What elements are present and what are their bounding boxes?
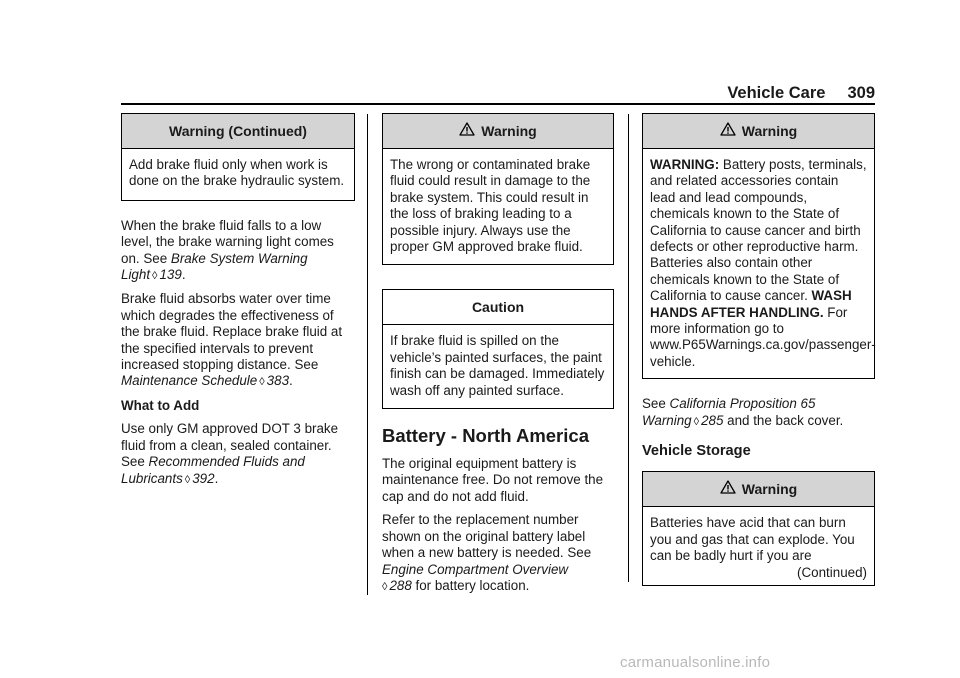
prop65-warning-box bbox=[642, 113, 875, 379]
xref-link[interactable]: Brake System Warning Light bbox=[121, 250, 308, 283]
watermark-text: carmanualsonline.info bbox=[620, 654, 771, 671]
xref-icon: ◊ bbox=[693, 415, 700, 428]
xref-icon: ◊ bbox=[184, 473, 191, 486]
continued-label: (Continued) bbox=[797, 565, 867, 581]
column-divider-2 bbox=[628, 114, 629, 582]
page-header bbox=[121, 84, 875, 103]
box-title: Warning bbox=[481, 122, 537, 139]
warning-continued-box bbox=[121, 113, 355, 201]
box-header bbox=[643, 114, 874, 149]
box-title: Warning (Continued) bbox=[122, 114, 354, 149]
warning-icon bbox=[720, 480, 736, 494]
column-2 bbox=[382, 113, 614, 602]
battery-acid-warning-box bbox=[642, 471, 875, 586]
box-title: Warning bbox=[741, 480, 798, 497]
xref-link[interactable]: Recommended Fluids and Lubricants bbox=[121, 454, 305, 486]
paragraph: See California Proposition 65 Warning ◊ 285 and the back cover. bbox=[642, 396, 844, 428]
box-body: The wrong or contaminated brake fluid could result in damage to the brake system. This could result in the loss of braking leading to a possible injury. Always use the proper GM approved brake fluid. bbox=[390, 157, 591, 255]
xref-link[interactable]: Maintenance Schedule bbox=[121, 373, 258, 389]
xref-icon: ◊ bbox=[382, 580, 388, 593]
paragraph: Refer to the replacement number shown on the original battery label when a new battery is needed. See Engine Compartment Overview ◊ 288 for battery location. bbox=[382, 512, 592, 593]
box-title: Warning bbox=[741, 122, 798, 139]
caution-box bbox=[382, 289, 614, 409]
section-heading-vehicle-storage: Vehicle Storage bbox=[642, 443, 751, 460]
header-rule bbox=[121, 103, 875, 105]
box-header bbox=[383, 114, 613, 149]
xref-icon: ◊ bbox=[152, 270, 158, 283]
box-body: Batteries have acid that can burn you and gas that can explode. You can be badly hurt if you are (Continued) bbox=[650, 515, 867, 581]
xref-link[interactable]: Engine Compartment Overview bbox=[382, 561, 569, 577]
column-1 bbox=[121, 113, 355, 495]
box-body: If brake fluid is spilled on the vehicle’s painted surfaces, the paint finish can be damaged. Immediately wash off any painted surface. bbox=[390, 333, 605, 398]
box-header bbox=[643, 472, 874, 507]
box-body: Add brake fluid only when work is done on the brake hydraulic system. bbox=[129, 157, 345, 189]
warning-icon bbox=[459, 122, 475, 136]
paragraph: When the brake fluid falls to a low level, the brake warning light comes on. See Brake System Warning Light ◊ 139. bbox=[121, 217, 334, 283]
column-divider-1 bbox=[367, 114, 368, 595]
box-title: Caution bbox=[383, 290, 613, 325]
section-title: Vehicle Care bbox=[727, 84, 826, 102]
paragraph: The original equipment battery is maintenance free. Do not remove the cap and do not add fluid. bbox=[382, 456, 604, 504]
paragraph: Use only GM approved DOT 3 brake fluid from a clean, sealed container. See Recommended Fluids and Lubricants ◊ 392. bbox=[121, 421, 339, 486]
column-3 bbox=[642, 113, 875, 586]
xref-page[interactable]: 139 bbox=[159, 267, 182, 283]
subheading-what-to-add: What to Add bbox=[121, 397, 200, 413]
xref-page[interactable]: 392 bbox=[192, 470, 215, 486]
xref-page[interactable]: 383 bbox=[266, 373, 290, 389]
section-heading-battery: Battery - North America bbox=[382, 425, 589, 447]
xref-icon: ◊ bbox=[259, 376, 265, 389]
paragraph: Brake fluid absorbs water over time which degrades the effectiveness of the brake fluid. Replace brake fluid at the specified intervals to prevent increased stopping distance. See Maintenance Schedule ◊ 383. bbox=[121, 291, 343, 389]
xref-page[interactable]: 285 bbox=[701, 412, 724, 428]
brake-fluid-warning-box bbox=[382, 113, 614, 265]
warning-icon bbox=[720, 122, 736, 136]
page-number: 309 bbox=[847, 84, 875, 102]
xref-page[interactable]: 288 bbox=[389, 577, 412, 593]
box-body: WARNING: Battery posts, terminals, and related accessories contain lead and lead compounds, chemicals known to the State of California to cause cancer and birth defects or other reproductive harm. Batteries also contain other chemicals known to the State of California to cause cancer. WASH HANDS AFTER HANDLING. For more information go to www.P65Warnings.ca.gov/passenger-vehicle. bbox=[650, 157, 876, 369]
xref-link[interactable]: California Proposition 65 Warning bbox=[642, 396, 816, 428]
